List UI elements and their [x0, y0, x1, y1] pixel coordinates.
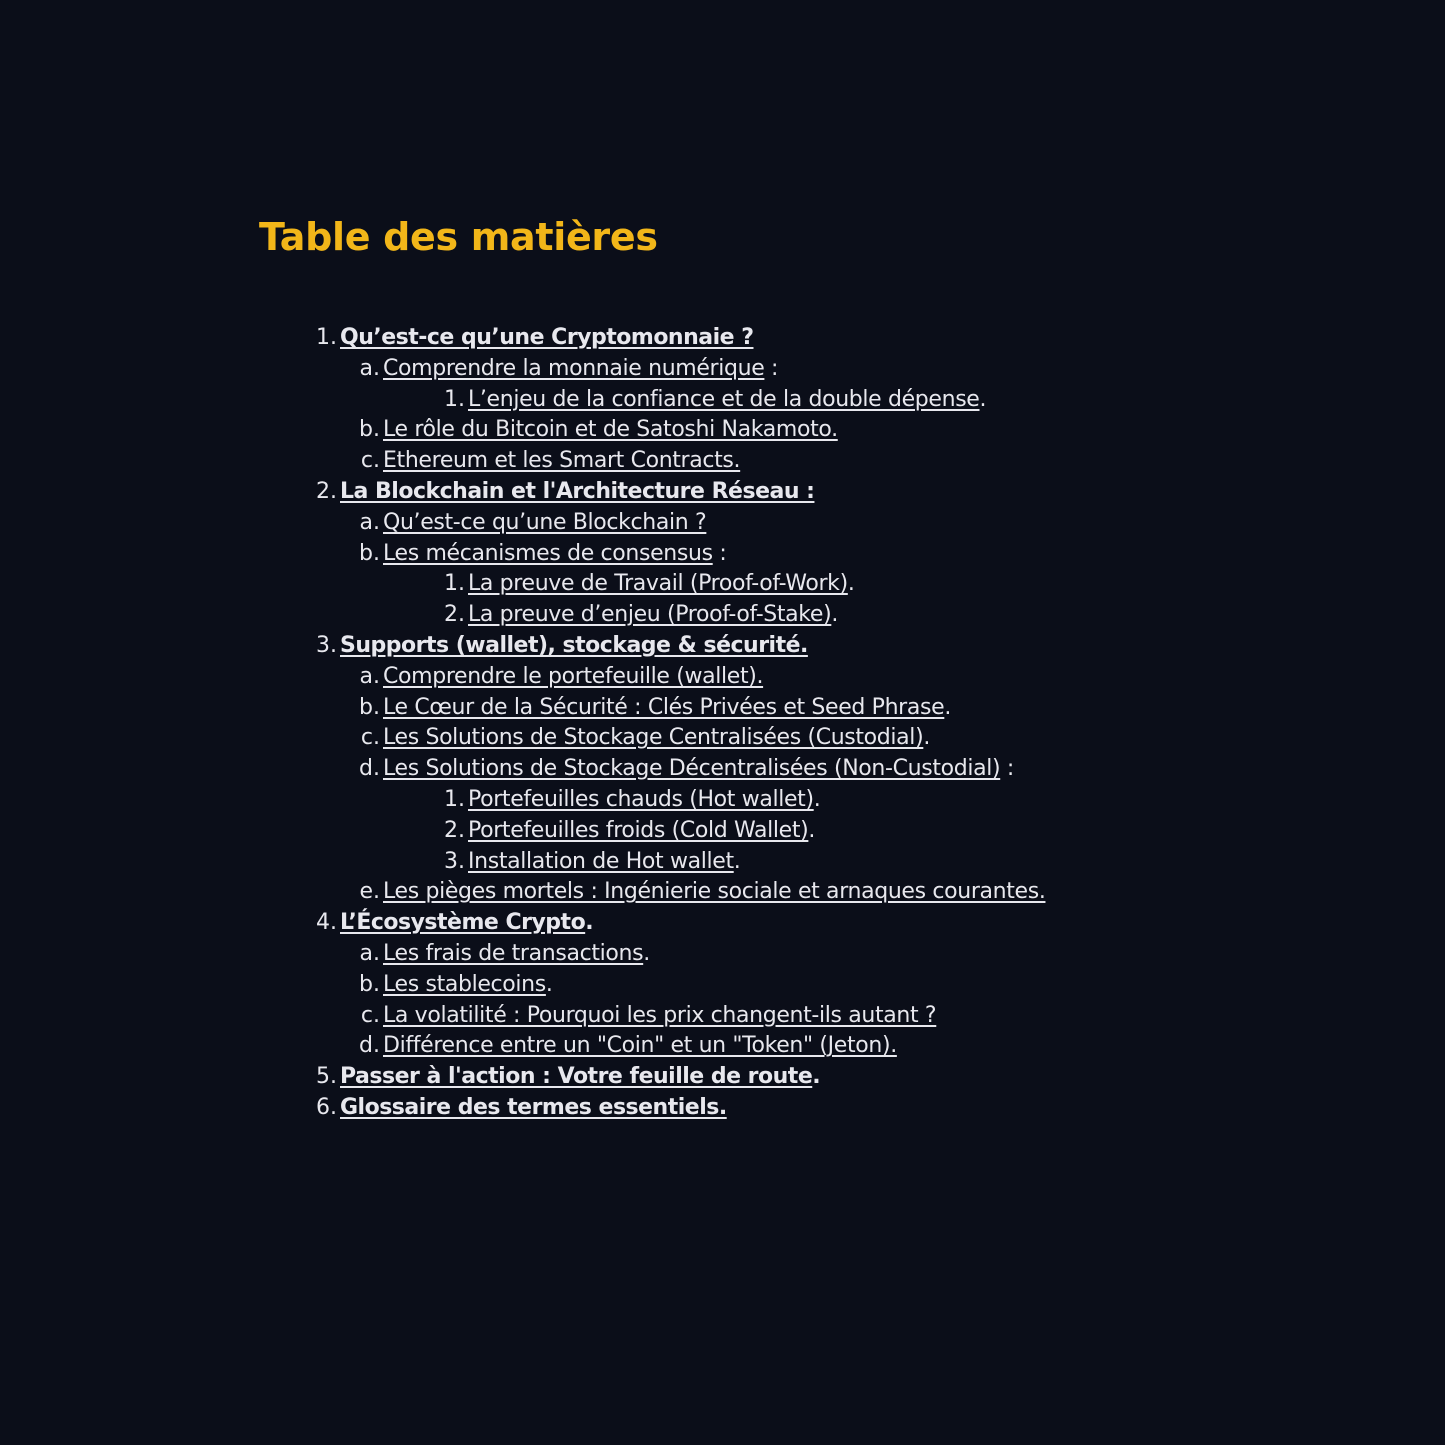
- toc-suffix: .: [979, 386, 987, 412]
- toc-suffix: :: [764, 355, 779, 381]
- toc-entry: [0, 415, 1445, 446]
- toc-link[interactable]: L’Écosystème Crypto: [340, 910, 586, 936]
- toc-link[interactable]: Comprendre la monnaie numérique: [383, 355, 765, 381]
- toc-entry-text: [383, 446, 740, 477]
- toc-suffix: :: [712, 540, 727, 566]
- toc-entry: [0, 847, 1445, 878]
- toc-link[interactable]: Qu’est-ce qu’une Cryptomonnaie ?: [340, 325, 754, 350]
- toc-suffix: .: [944, 694, 951, 720]
- toc-entry: [0, 754, 1445, 785]
- toc-marker: b.: [359, 417, 380, 443]
- toc-entry: [0, 477, 1445, 508]
- toc-entry: [0, 816, 1445, 847]
- toc-entry-text: [468, 600, 838, 631]
- toc-marker: 1.: [444, 571, 465, 597]
- toc-entry-text: [383, 354, 778, 385]
- toc-entry-text: [383, 754, 1014, 785]
- toc-entry: [0, 1001, 1445, 1032]
- toc-link[interactable]: Passer à l'action : Votre feuille de route: [340, 1064, 813, 1090]
- toc-link[interactable]: La volatilité : Pourquoi les prix changent-ils autant ?: [383, 1002, 937, 1028]
- toc-entry-text: [383, 877, 1045, 908]
- toc-marker: b.: [359, 694, 380, 720]
- toc-marker: 1.: [444, 386, 465, 412]
- toc-link[interactable]: Installation de Hot wallet: [468, 848, 734, 874]
- toc-entry: [0, 877, 1445, 908]
- toc-marker: c.: [360, 725, 380, 751]
- toc-link[interactable]: Ethereum et les Smart Contracts.: [383, 448, 741, 474]
- toc-link[interactable]: Le Cœur de la Sécurité : Clés Privées et Seed Phrase: [383, 694, 945, 720]
- toc-entry: [0, 662, 1445, 693]
- toc-marker: a.: [359, 940, 380, 966]
- toc-suffix: .: [545, 971, 553, 997]
- toc-marker: 1.: [316, 325, 337, 350]
- toc-link[interactable]: Le rôle du Bitcoin et de Satoshi Nakamoto.: [383, 417, 838, 443]
- toc-entry: [0, 785, 1445, 816]
- toc-link[interactable]: Supports (wallet), stockage & sécurité.: [340, 632, 808, 658]
- toc-entry-text: [383, 662, 763, 693]
- toc-entry: [0, 908, 1445, 939]
- toc-marker: 2.: [316, 478, 337, 504]
- toc-entry-text: [383, 1001, 936, 1032]
- toc-link[interactable]: Les frais de transactions: [383, 940, 644, 966]
- toc-link[interactable]: L’enjeu de la confiance et de la double dépense: [468, 386, 980, 412]
- toc-suffix: .: [808, 817, 816, 843]
- toc-suffix: .: [733, 848, 741, 874]
- toc-link[interactable]: Les Solutions de Stockage Centralisées (Custodial): [383, 725, 924, 751]
- toc-entry-text: [383, 539, 726, 570]
- toc-marker: a.: [359, 663, 380, 689]
- toc-entry: [0, 600, 1445, 631]
- toc-marker: d.: [359, 1033, 380, 1059]
- toc-entry-text: [340, 908, 593, 939]
- toc-marker: 3.: [316, 632, 337, 658]
- toc-entry-text: [383, 723, 930, 754]
- toc-marker: d.: [359, 756, 380, 782]
- toc-suffix: .: [923, 725, 930, 751]
- toc-entry-text: [383, 939, 650, 970]
- toc-link[interactable]: Les stablecoins: [383, 971, 546, 997]
- toc-entry: [0, 939, 1445, 970]
- toc-link[interactable]: Portefeuilles froids (Cold Wallet): [468, 817, 809, 843]
- toc-entry: [0, 1031, 1445, 1062]
- toc-link[interactable]: Les mécanismes de consensus: [383, 540, 713, 566]
- toc-entry-text: [383, 415, 838, 446]
- toc-entry: [0, 693, 1445, 724]
- toc-link[interactable]: La preuve de Travail (Proof-of-Work): [468, 571, 848, 597]
- page-title: Table des matières: [259, 215, 658, 259]
- toc-link[interactable]: La Blockchain et l'Architecture Réseau :: [340, 478, 815, 504]
- toc-entry: [0, 446, 1445, 477]
- toc-entry-text: [383, 508, 706, 539]
- toc-entry-text: [468, 569, 854, 600]
- toc-link[interactable]: Portefeuilles chauds (Hot wallet): [468, 786, 814, 812]
- toc-marker: 4.: [316, 910, 337, 936]
- toc-entry: [0, 569, 1445, 600]
- toc-suffix: .: [813, 786, 821, 812]
- toc-entry: [0, 385, 1445, 416]
- toc-marker: 1.: [444, 786, 465, 812]
- toc-entry: [0, 508, 1445, 539]
- toc-entry-text: [340, 631, 808, 662]
- toc-entry: [0, 970, 1445, 1001]
- toc-link[interactable]: Les pièges mortels : Ingénierie sociale et arnaques courantes.: [383, 879, 1046, 905]
- toc-link[interactable]: Différence entre un "Coin" et un "Token" (Jeton).: [383, 1033, 897, 1059]
- toc-marker: 6.: [316, 1094, 337, 1120]
- toc-link[interactable]: Qu’est-ce qu’une Blockchain ?: [383, 509, 707, 535]
- toc-marker: 2.: [444, 602, 465, 628]
- toc-suffix: .: [585, 910, 594, 936]
- toc-entry: [0, 1093, 1445, 1124]
- toc-marker: e.: [359, 879, 380, 905]
- toc-entry: [0, 1062, 1445, 1093]
- toc-marker: c.: [360, 448, 380, 474]
- toc-entry-text: [468, 816, 815, 847]
- toc-entry-text: [383, 970, 553, 1001]
- toc-marker: 3.: [444, 848, 465, 874]
- toc-entry-text: [383, 1031, 897, 1062]
- toc-suffix: .: [847, 571, 855, 597]
- toc-suffix: .: [831, 602, 838, 628]
- toc-entry-text: [340, 1093, 727, 1124]
- toc-marker: 5.: [316, 1064, 337, 1090]
- toc-entry-text: [340, 477, 814, 508]
- toc-link[interactable]: La preuve d’enjeu (Proof-of-Stake): [468, 602, 832, 628]
- toc-suffix: .: [812, 1064, 821, 1090]
- toc-entry-text: [383, 693, 951, 724]
- toc-suffix: .: [643, 940, 650, 966]
- toc-link[interactable]: Comprendre le portefeuille (wallet).: [383, 663, 764, 689]
- table-of-contents: [0, 323, 1445, 1124]
- toc-entry-text: [340, 323, 753, 354]
- toc-entry: [0, 539, 1445, 570]
- toc-link[interactable]: Glossaire des termes essentiels.: [340, 1094, 727, 1120]
- toc-marker: b.: [359, 540, 380, 566]
- toc-marker: c.: [360, 1002, 380, 1028]
- toc-entry: [0, 354, 1445, 385]
- toc-entry: [0, 631, 1445, 662]
- toc-entry-text: [468, 847, 740, 878]
- toc-entry-text: [468, 785, 820, 816]
- toc-marker: a.: [359, 509, 380, 535]
- toc-link[interactable]: Les Solutions de Stockage Décentralisées (Non-Custodial): [383, 756, 1001, 782]
- toc-suffix: :: [1000, 756, 1014, 782]
- toc-entry-text: [468, 385, 986, 416]
- toc-entry-text: [340, 1062, 820, 1093]
- toc-marker: 2.: [444, 817, 465, 843]
- toc-marker: b.: [359, 971, 380, 997]
- toc-marker: a.: [359, 355, 380, 381]
- toc-entry: [0, 323, 1445, 354]
- toc-entry: [0, 723, 1445, 754]
